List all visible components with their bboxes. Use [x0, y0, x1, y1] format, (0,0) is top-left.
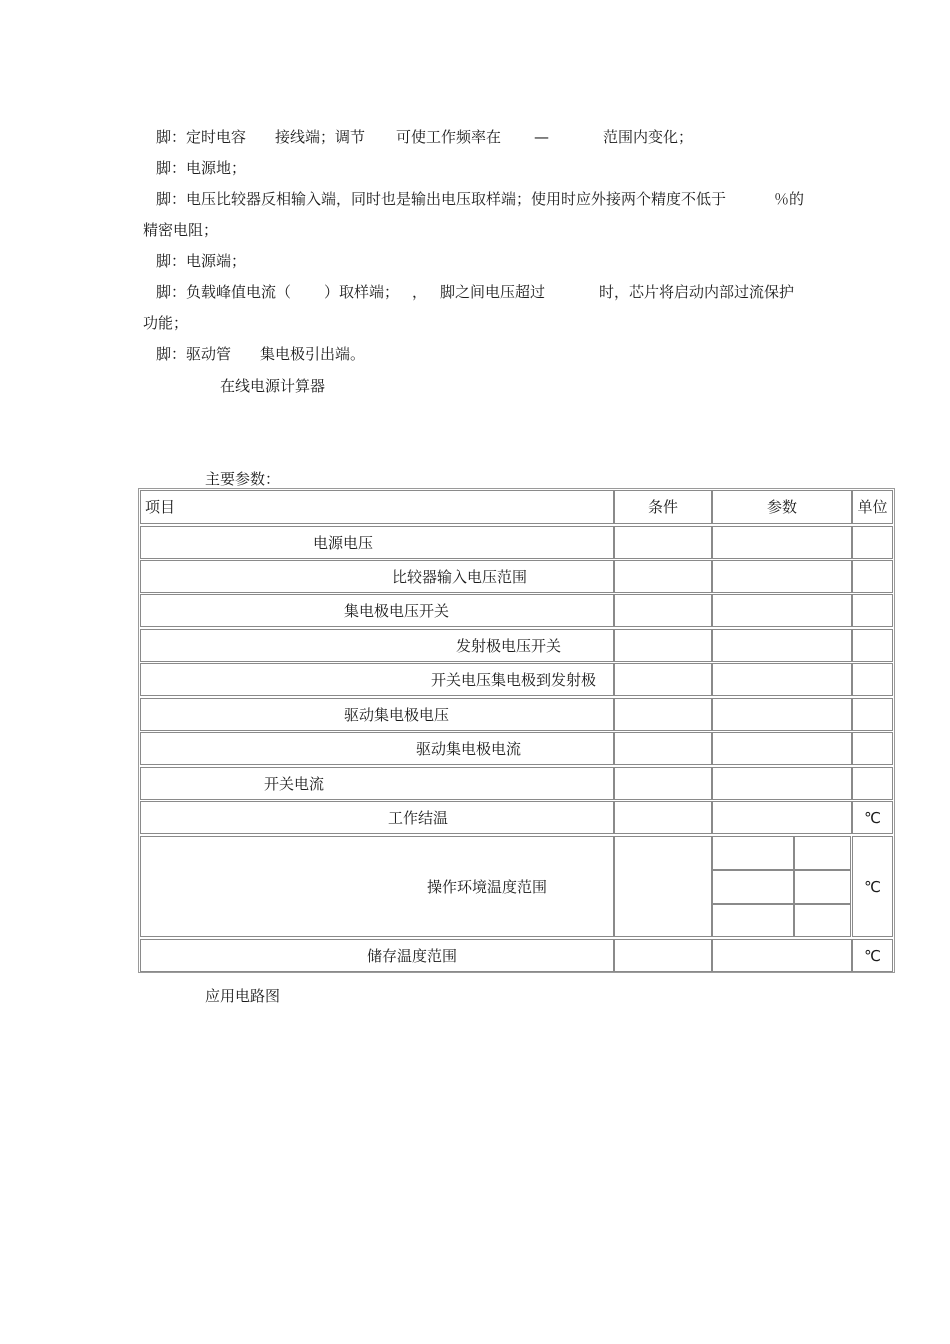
row-condition: [614, 801, 712, 834]
row-parameter: [712, 698, 852, 731]
pin-line-4: 精密电阻；: [143, 221, 219, 239]
header-parameter: 参数: [712, 490, 852, 524]
subgrid-cell: [712, 904, 794, 937]
row-parameter: [712, 526, 852, 559]
pin-line-3: [0, 189, 950, 209]
row-unit: [852, 732, 893, 765]
pin1-text-a: 脚：定时电容: [156, 128, 247, 146]
pin-line-5: 脚：电源端；: [156, 252, 247, 270]
calculator-link[interactable]: 在线电源计算器: [220, 377, 326, 395]
row-condition: [614, 526, 712, 559]
pin6-text-d: 脚之间电压超过: [440, 283, 546, 301]
subgrid-cell: [794, 836, 851, 870]
pin8-text-a: 脚：驱动管: [156, 345, 232, 363]
row-item: 电源电压: [140, 526, 614, 559]
pin-line-6: [0, 282, 950, 302]
pin6-text-e: 时，芯片将启动内部过流保护: [599, 283, 795, 301]
header-item: 项目: [140, 490, 614, 524]
row-condition: [614, 560, 712, 593]
row-unit: ℃: [852, 939, 893, 972]
pin-line-1: [0, 127, 950, 147]
row-parameter: [712, 732, 852, 765]
row-unit: [852, 594, 893, 627]
params-heading: 主要参数：: [205, 470, 281, 488]
subgrid-cell: [794, 870, 851, 904]
row-parameter: [712, 801, 852, 834]
pin6-text-a: 脚：负载峰值电流（: [156, 283, 292, 301]
row-item: 驱动集电极电压: [140, 698, 614, 731]
row-parameter: [712, 629, 852, 662]
row-item: 比较器输入电压范围: [140, 560, 614, 593]
row-unit: [852, 560, 893, 593]
pin-line-8: [0, 344, 950, 364]
row-condition: [614, 836, 712, 937]
pin8-text-b: 集电极引出端。: [260, 345, 366, 363]
row-unit: [852, 767, 893, 800]
row-item: 开关电压集电极到发射极: [140, 663, 614, 696]
header-condition: 条件: [614, 490, 712, 524]
pin-line-7: 功能；: [143, 314, 189, 332]
row-parameter: [712, 767, 852, 800]
row-condition: [614, 594, 712, 627]
row-item: 驱动集电极电流: [140, 732, 614, 765]
header-unit: 单位: [852, 490, 893, 524]
row-item: 开关电流: [140, 767, 614, 800]
row-unit: ℃: [852, 836, 893, 937]
row-condition: [614, 698, 712, 731]
row-unit: ℃: [852, 801, 893, 834]
row-condition: [614, 732, 712, 765]
pin1-text-e: 范围内变化；: [603, 128, 694, 146]
pin1-text-d: —: [534, 128, 549, 146]
pin3-text-a: 脚：电压比较器反相输入端，同时也是输出电压取样端；使用时应外接两个精度不低于: [156, 190, 727, 208]
subgrid-cell: [712, 836, 794, 870]
pin-line-2: 脚：电源地；: [156, 159, 247, 177]
row-condition: [614, 939, 712, 972]
pin6-text-b: ）取样端；: [324, 283, 400, 301]
pin1-text-b: 接线端；调节: [275, 128, 366, 146]
subgrid-cell: [794, 904, 851, 937]
subgrid-cell: [712, 870, 794, 904]
row-item: 工作结温: [140, 801, 614, 834]
row-item: 操作环境温度范围: [140, 836, 614, 937]
row-item: 发射极电压开关: [140, 629, 614, 662]
circuit-heading: 应用电路图: [205, 987, 281, 1005]
row-parameter: [712, 939, 852, 972]
row-parameter: [712, 594, 852, 627]
row-parameter: [712, 663, 852, 696]
row-condition: [614, 767, 712, 800]
row-unit: [852, 526, 893, 559]
pin6-text-c: ，: [412, 283, 428, 301]
pin1-text-c: 可使工作频率在: [396, 128, 502, 146]
row-unit: [852, 698, 893, 731]
row-parameter: [712, 560, 852, 593]
row-unit: [852, 663, 893, 696]
row-condition: [614, 663, 712, 696]
row-condition: [614, 629, 712, 662]
row-item: 集电极电压开关: [140, 594, 614, 627]
row-unit: [852, 629, 893, 662]
pin3-text-b: ％的: [774, 190, 805, 208]
row-item: 储存温度范围: [140, 939, 614, 972]
